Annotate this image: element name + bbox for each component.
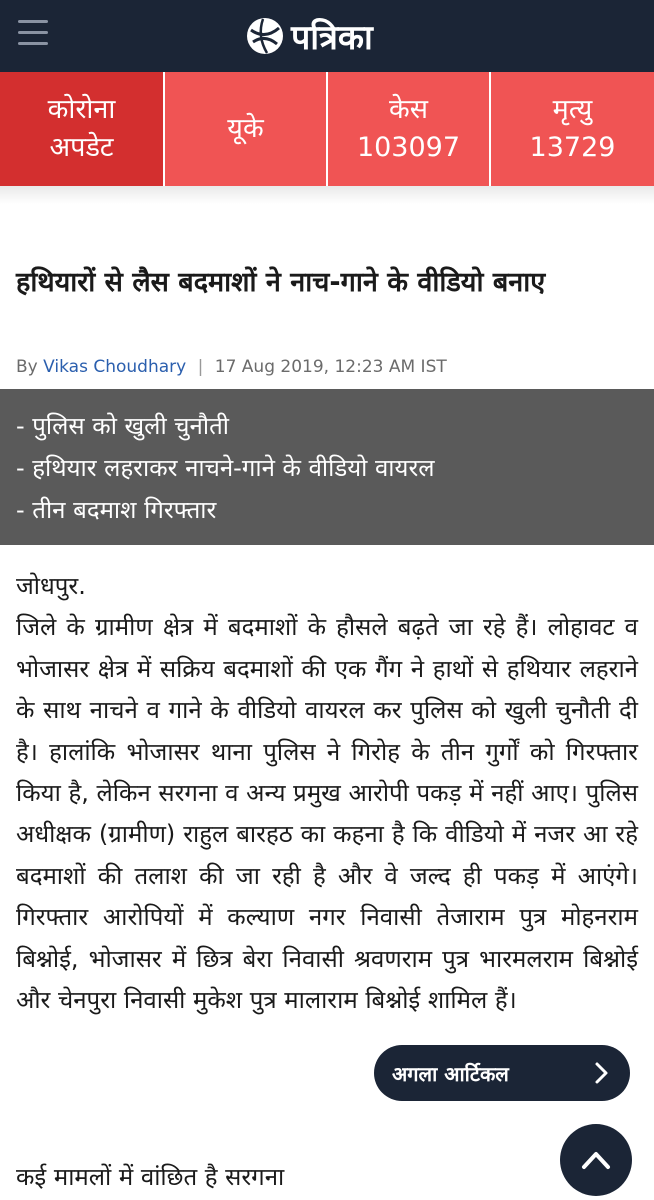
globe-logo-icon	[245, 16, 285, 56]
corona-cases	[328, 72, 491, 186]
corona-deaths	[491, 72, 654, 186]
corona-country-name: यूके	[227, 113, 264, 144]
publish-date: 17 Aug 2019, 12:23 AM IST	[214, 357, 447, 377]
corona-country[interactable]	[165, 72, 328, 186]
next-article-button[interactable]	[374, 1045, 630, 1101]
article-body	[16, 566, 638, 1021]
article-byline	[16, 357, 447, 377]
divider-shadow	[0, 186, 654, 246]
corona-update-label[interactable]	[0, 72, 165, 186]
chevron-up-icon	[576, 1140, 616, 1180]
article-summary	[0, 389, 654, 545]
byline-separator: |	[197, 357, 204, 377]
corona-deaths-value: 13729	[529, 132, 616, 163]
next-article-label: अगला आर्टिकल	[392, 1061, 509, 1086]
summary-item: - पुलिस को खुली चुनौती	[16, 412, 229, 440]
summary-item: - तीन बदमाश गिरफ्तार	[16, 496, 217, 524]
corona-cases-label: केस	[389, 94, 428, 125]
chevron-right-icon	[576, 1048, 626, 1098]
site-logo[interactable]	[245, 12, 373, 60]
logo-text: पत्रिका	[291, 18, 373, 58]
corona-label-line2: अपडेट	[49, 132, 114, 163]
author-link[interactable]: Vikas Choudhary	[43, 357, 187, 377]
article-paragraph: जिले के ग्रामीण क्षेत्र में बदमाशों के हौसले बढ़ते जा रहे हैं। लोहावट व भोजासर क्षेत्र में सक्रिय बदमाशों की एक गैंग ने हाथों से हथियार लहराने के साथ नाचने व गाने के वीडियो वायरल कर पुलिस को खुली चुनौती दी है। हालांकि भोजासर थाना पुलिस ने गिरोह के तीन गुर्गों को गिरफ्तार किया है, लेकिन सरगना व अन्य प्रमुख आरोपी पकड़ में नहीं आए। पुलिस अधीक्षक (ग्रामीण) राहुल बारहठ का कहना है कि वीडियो में नजर आ रहे बदमाशों की तलाश की जा रही है और वे जल्द ही पकड़ में आएंगे। गिरफ्तार आरोपियों में कल्याण नगर निवासी तेजाराम पुत्र मोहनराम बिश्नोई, भोजासर में छित्र बेरा निवासी श्रवणराम पुत्र भारमलराम बिश्नोई और चेनपुरा निवासी मुकेश पुत्र मालाराम बिश्नोई शामिल हैं।	[16, 613, 638, 1015]
corona-cases-value: 103097	[356, 132, 461, 163]
summary-item: - हथियार लहराकर नाचने-गाने के वीडियो वायरल	[16, 454, 435, 482]
article-headline: हथियारों से लैस बदमाशों ने नाच-गाने के वीडियो बनाए	[16, 267, 546, 298]
corona-label-line1: कोरोना	[47, 94, 116, 125]
hamburger-menu-icon[interactable]	[18, 20, 48, 46]
scroll-to-top-button[interactable]	[560, 1124, 632, 1196]
corona-deaths-label: मृत्यु	[552, 94, 593, 125]
top-header	[0, 0, 654, 72]
corona-update-bar	[0, 72, 654, 186]
byline-prefix: By	[16, 357, 38, 377]
article-subheading: कई मामलों में वांछित है सरगना	[16, 1163, 285, 1191]
article-dateline: जोधपुर.	[16, 572, 86, 600]
